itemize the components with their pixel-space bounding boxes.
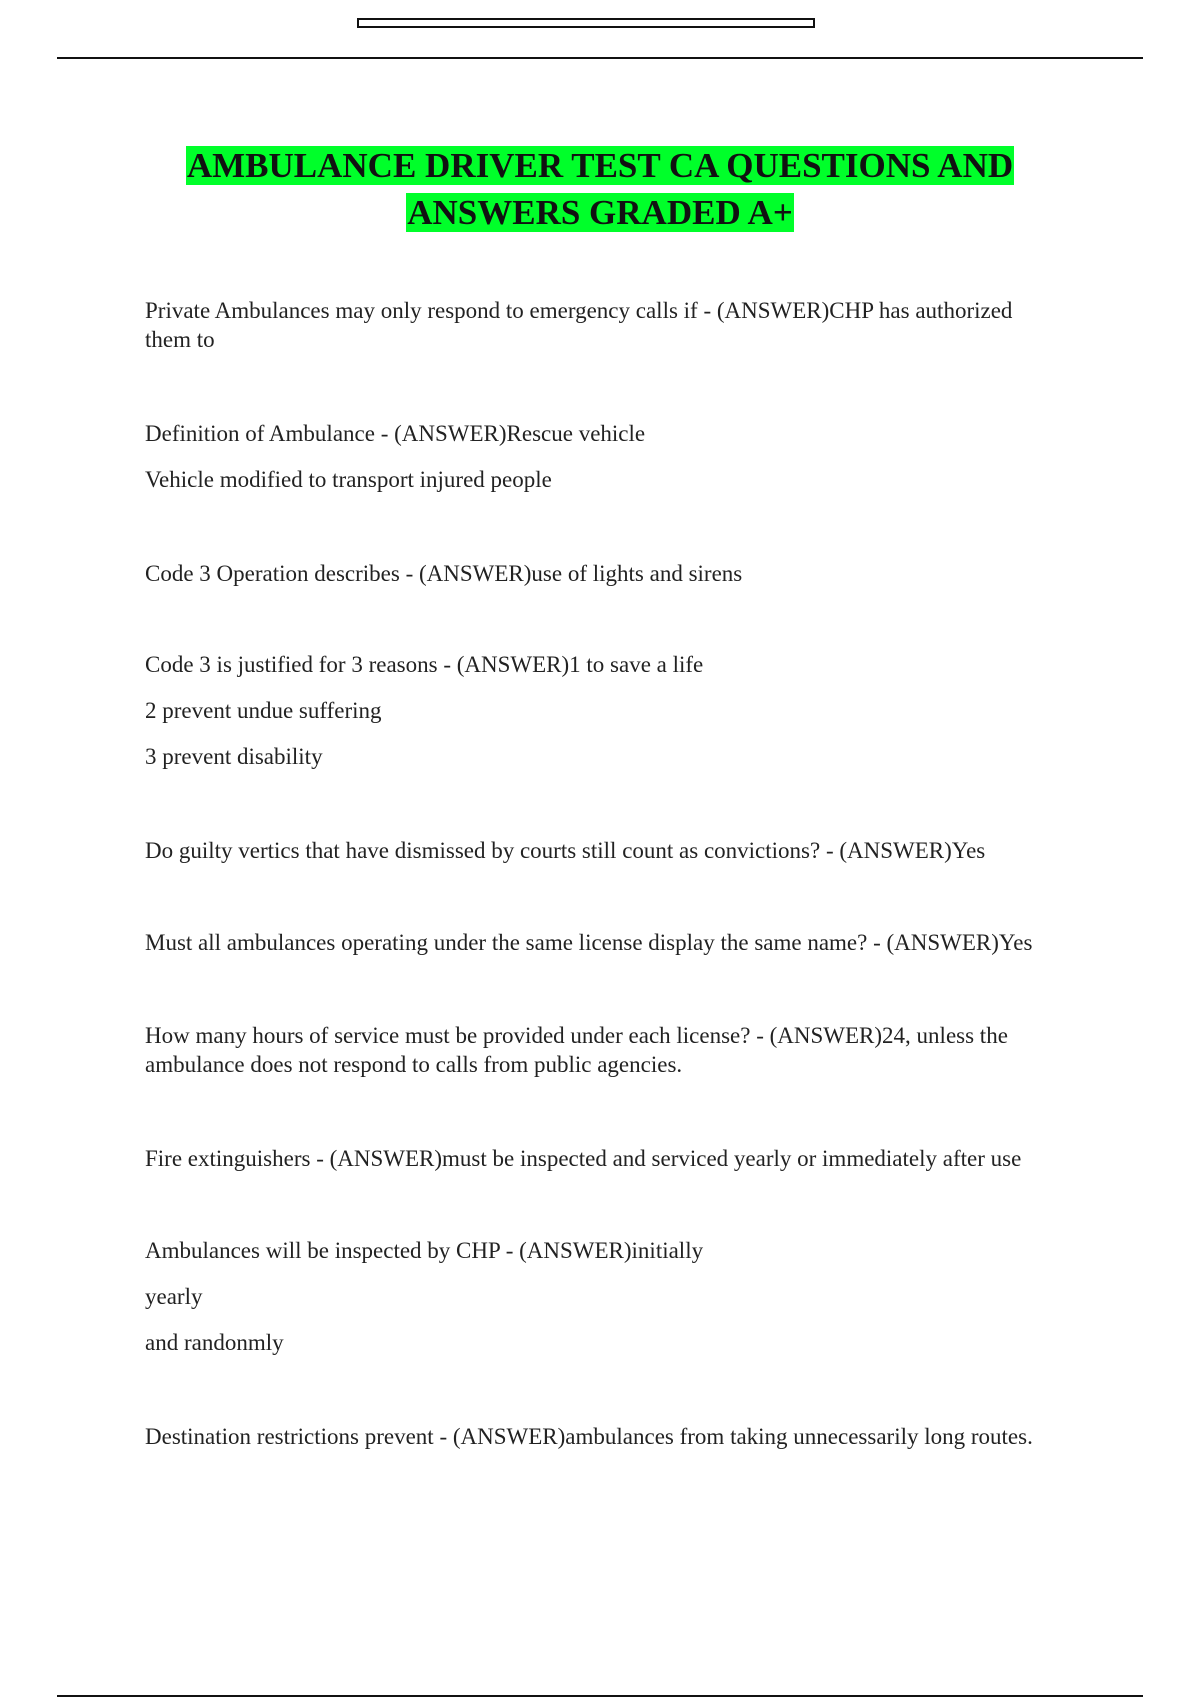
qa-item-8 <box>145 1144 1105 1173</box>
qa-text: Code 3 Operation describes - (ANSWER)use of lights and sirens <box>145 561 743 586</box>
title-line-2: ANSWERS GRADED A+ <box>407 193 793 232</box>
qa-text: 3 prevent disability <box>145 744 323 769</box>
header-box <box>357 18 815 28</box>
qa-text: Definition of Ambulance - (ANSWER)Rescue vehicle <box>145 421 646 446</box>
qa-text: them to <box>145 327 215 352</box>
qa-text: Ambulances will be inspected by CHP - (ANSWER)initially <box>145 1238 704 1263</box>
qa-text: Vehicle modified to transport injured people <box>145 467 552 492</box>
bottom-rule <box>57 1695 1143 1697</box>
qa-text: Must all ambulances operating under the same license display the same name? - (ANSWER)Yes <box>145 930 1033 955</box>
qa-item-7 <box>145 1021 1105 1079</box>
qa-text: 2 prevent undue suffering <box>145 698 382 723</box>
qa-text: Fire extinguishers - (ANSWER)must be inspected and serviced yearly or immediately after use <box>145 1146 1022 1171</box>
qa-text: yearly <box>145 1284 203 1309</box>
title-line-1: AMBULANCE DRIVER TEST CA QUESTIONS AND <box>186 146 1014 185</box>
qa-item-6 <box>145 928 1105 957</box>
qa-text: Code 3 is justified for 3 reasons - (ANSWER)1 to save a life <box>145 652 704 677</box>
qa-item-2 <box>145 419 1105 494</box>
qa-text: Destination restrictions prevent - (ANSWER)ambulances from taking unnecessarily long routes. <box>145 1424 1033 1449</box>
qa-text: Do guilty vertics that have dismissed by courts still count as convictions? - (ANSWER)Yes <box>145 838 986 863</box>
qa-item-1 <box>145 296 1105 354</box>
qa-text: ambulance does not respond to calls from public agencies. <box>145 1052 683 1077</box>
document-title <box>120 142 1080 236</box>
qa-item-10 <box>145 1422 1105 1451</box>
qa-text: and randonmly <box>145 1330 284 1355</box>
qa-item-4 <box>145 650 1105 771</box>
qa-text: How many hours of service must be provided under each license? - (ANSWER)24, unless the <box>145 1023 1008 1048</box>
qa-text: Private Ambulances may only respond to emergency calls if - (ANSWER)CHP has authorized <box>145 298 1013 323</box>
top-rule <box>57 57 1143 59</box>
qa-item-3 <box>145 559 1105 588</box>
qa-item-5 <box>145 836 1105 865</box>
qa-item-9 <box>145 1236 1105 1357</box>
